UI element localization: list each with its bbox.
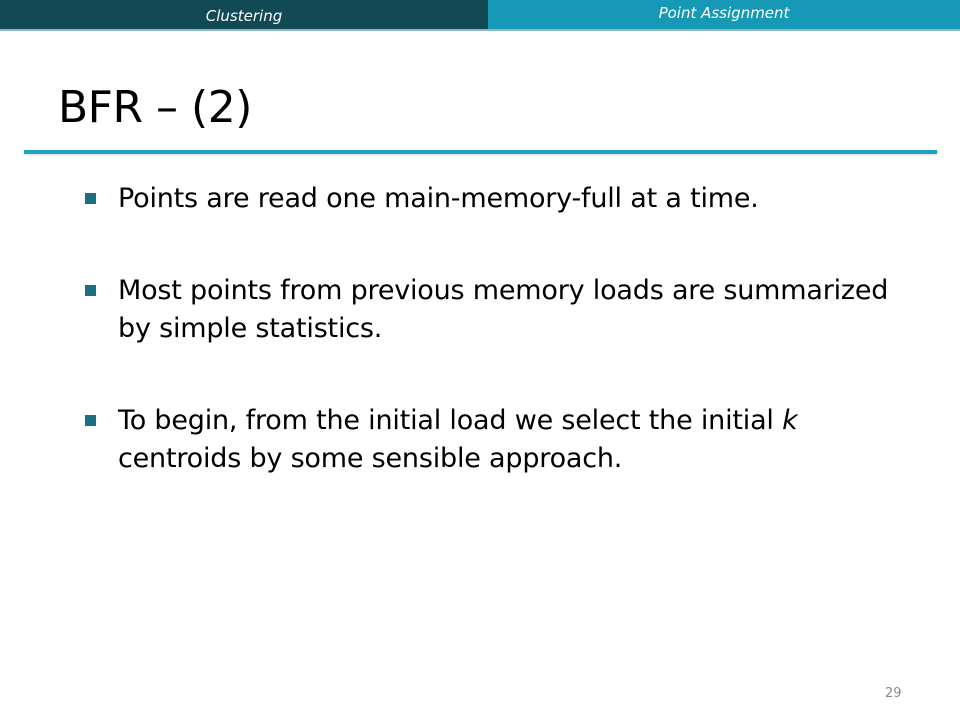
title-rule <box>24 150 937 154</box>
bullet-item-2 <box>85 272 915 348</box>
header-tab-clustering-label: Clustering <box>205 7 283 25</box>
header-tab-clustering <box>0 0 488 29</box>
header-tab-point-assignment-label: Point Assignment <box>658 4 790 22</box>
bullet-item-1 <box>85 180 915 218</box>
bullet-text-2: Most points from previous memory loads are summarized by simple statistics. <box>118 275 889 344</box>
page-number: 29 <box>885 686 902 701</box>
bullet-item-3 <box>85 402 915 478</box>
bullet-text-3-emphasis: k <box>782 405 798 436</box>
bullet-list <box>85 180 915 478</box>
bullet-text-3-pre: To begin, from the initial load we select the initial <box>118 405 783 436</box>
square-bullet-icon <box>85 193 96 204</box>
header-bar <box>0 0 960 29</box>
bullet-text-1: Points are read one main-memory-full at a time. <box>118 183 759 214</box>
square-bullet-icon <box>85 415 96 426</box>
slide-title: BFR – (2) <box>58 82 252 133</box>
header-tab-point-assignment <box>488 0 960 29</box>
header-divider <box>0 29 960 31</box>
square-bullet-icon <box>85 285 96 296</box>
bullet-text-3-post: centroids by some sensible approach. <box>118 443 623 474</box>
